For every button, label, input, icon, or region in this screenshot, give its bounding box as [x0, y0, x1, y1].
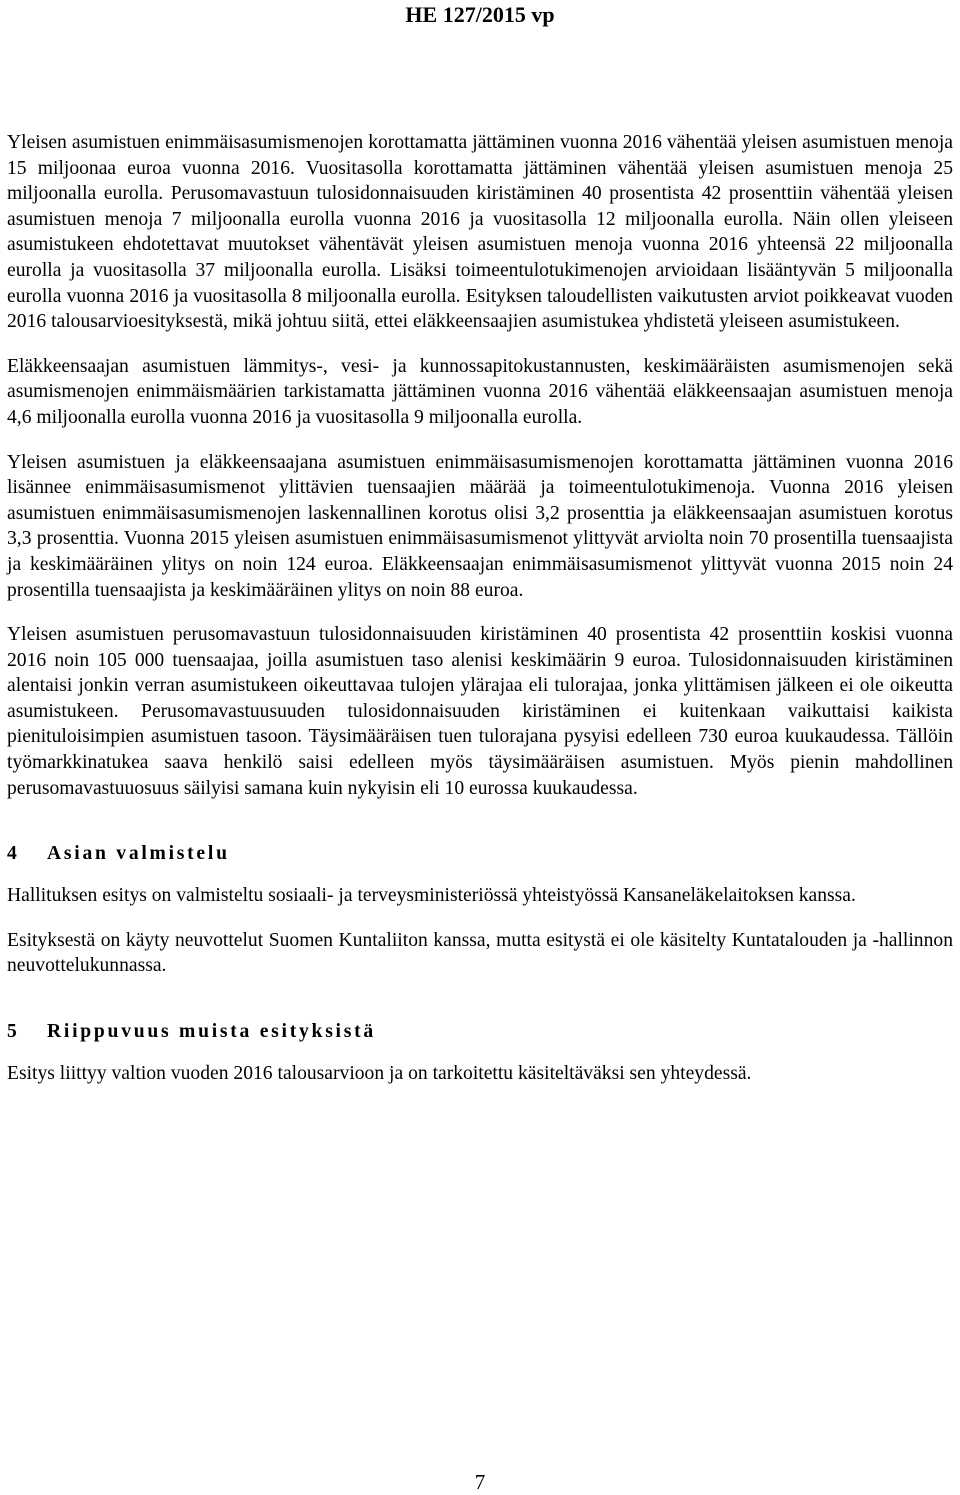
section-number: 5 [7, 1021, 17, 1043]
paragraph-general-housing-allowance-savings: Yleisen asumistuen enimmäisasumismenojen korottamatta jättäminen vuonna 2016 vähentää yleisen asumistuen menoja 15 miljoonaa euroa vuonna 2016. Vuositasolla korottamatta jättäminen vähentää yleisen asumistuen menoja 25 miljoonalla eurolla. Perusomavastuun tulosidonnaisuuden kiristäminen 40 prosentista 42 prosenttiin vähentää yleisen asumistuen menoja 7 miljoonalla eurolla vuonna 2016 ja vuositasolla 12 miljoonalla eurolla. Näin ollen yleiseen asumistukeen ehdotettavat muutokset vähentävät yleisen asumistuen menoja vuonna 2016 yhteensä 22 miljoonalla eurolla ja vuositasolla 37 miljoonalla eurolla. Lisäksi toimeentulotukimenojen arvioidaan lisääntyvän 5 miljoonalla eurolla vuonna 2016 ja vuositasolla 8 miljoonalla eurolla. Esityksen taloudellisten vaikutusten arviot poikkeavat vuoden 2016 talousarvioesityksestä, mikä johtuu siitä, ettei eläkkeensaajien asumistukea yhdistetä yleiseen asumistukeen. [7, 132, 953, 333]
section-title: Riippuvuus muista esityksistä [47, 1021, 376, 1043]
document-header: HE 127/2015 vp [405, 2, 555, 27]
paragraph-dependency: Esitys liittyy valtion vuoden 2016 talousarvioon ja on tarkoitettu käsiteltäväksi sen yhteydessä. [7, 1063, 752, 1085]
section-number: 4 [7, 843, 17, 865]
paragraph-income-dependency-tightening: Yleisen asumistuen perusomavastuun tulosidonnaisuuden kiristäminen 40 prosentista 42 prosenttiin koskisi vuonna 2016 noin 105 000 tuensaajaa, joilla asumistuen taso alenisi keskimäärin 9 euroa. Tulosidonnaisuuden kiristäminen alentaisi jonkin verran asumistukeen oikeuttavaa tulojen ylärajaa eli tulorajaa, jonka ylittämisen jälkeen ei ole oikeutta asumistukeen. Perusomavastuusuuden tulosidonnaisuuden kiristäminen ei kuitenkaan vaikuttaisi kaikista pienituloisimpien asumistuen tasoon. Täysimääräisen tuen tulorajana pysyisi edelleen 730 euroa kuukaudessa. Tällöin työmarkkinatukea saava henkilö saisi edelleen myös täysimääräisen asumistuen. Myös pienin mahdollinen perusomavastuuosuus säilyisi samana kuin nykyisin eli 10 eurossa kuukaudessa. [7, 624, 953, 799]
document-body [7, 130, 953, 1106]
section-heading-5 [7, 1019, 953, 1045]
paragraph-negotiations: Esityksestä on käyty neuvottelut Suomen Kuntaliiton kanssa, mutta esitystä ei ole käsitelty Kuntatalouden ja -hallinnon neuvottelukunnassa. [7, 929, 953, 977]
section-title: Asian valmistelu [47, 843, 230, 865]
paragraph-pensioner-housing-allowance-savings: Eläkkeensaajan asumistuen lämmitys-, vesi- ja kunnossapitokustannusten, keskimääräisten asumismenojen sekä asumismenojen enimmäismäärien tarkistamatta jättäminen vuonna 2016 vähentää eläkkeensaajan asumistuen menoja 4,6 miljoonalla eurolla vuonna 2016 ja vuositasolla 9 miljoonalla eurolla. [7, 355, 953, 428]
paragraph-preparation: Hallituksen esitys on valmisteltu sosiaali- ja terveysministeriössä yhteistyössä Kansaneläkelaitoksen kanssa. [7, 885, 856, 907]
page-number: 7 [474, 1470, 486, 1494]
document-page [7, 0, 953, 1495]
paragraph-max-housing-costs-exceeded: Yleisen asumistuen ja eläkkeensaajana asumistuen enimmäisasumismenojen korottamatta jättäminen vuonna 2016 lisännee enimmäisasumismenot ylittävien tuensaajien määrää ja toimeentulotukimenoja. Vuonna 2016 yleisen asumistuen enimmäisasumismenojen laskennallinen korotus olisi 3,2 prosenttia ja eläkkeensaajan asumistuen korotus 3,3 prosenttia. Vuonna 2015 yleisen asumistuen enimmäisasumismenot ylittyvät arviolta noin 70 prosentilla tuensaajista ja keskimääräinen ylitys on noin 124 euroa. Eläkkeensaajan enimmäisasumismenot ylittyvät vuonna 2015 noin 24 prosentilla tuensaajista ja keskimääräinen ylitys on noin 88 euroa. [7, 451, 953, 601]
section-heading-4 [7, 841, 953, 867]
